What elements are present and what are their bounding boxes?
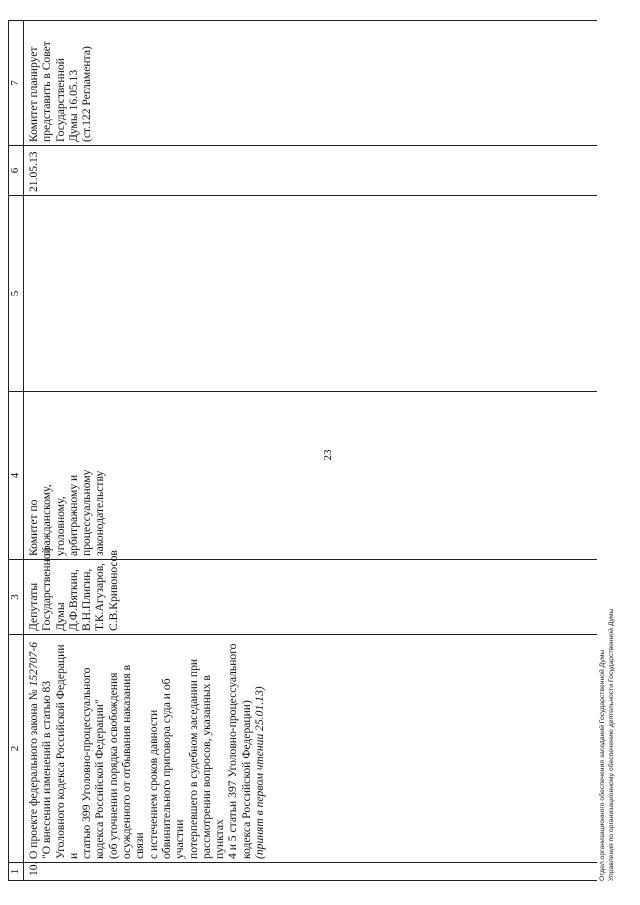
bill-line: 4 и 5 статьи 397 Уголовно-процессуального bbox=[226, 643, 240, 859]
committee-line: законодательству bbox=[93, 470, 107, 556]
bill-line: Уголовного кодекса Российской Федерации и bbox=[53, 644, 80, 859]
header-cell-4: 4 bbox=[9, 392, 24, 560]
bill-title-line: О проекте федерального закона № 152707-6 bbox=[27, 641, 40, 859]
bill-line: обвинительного приговора суда и об участии bbox=[159, 678, 187, 859]
bill-line: с истечением сроков давности bbox=[146, 709, 160, 859]
footer-line-1: Отдел организационного обеспечения заседаний Государственной Думы bbox=[599, 649, 606, 881]
table-header-row bbox=[9, 21, 24, 881]
committee-line: уголовному, bbox=[53, 496, 67, 556]
row-number: 10. bbox=[24, 863, 598, 881]
date-cell: 21.05.13 bbox=[24, 146, 598, 196]
legislation-table bbox=[8, 20, 597, 881]
author-line: Т.К.Агузаров, bbox=[93, 562, 107, 631]
header-cell-5: 5 bbox=[9, 196, 24, 392]
plan-line: представить в Совет bbox=[40, 41, 54, 142]
responsible-committee bbox=[24, 392, 598, 560]
bill-description bbox=[24, 635, 598, 863]
plan-cell bbox=[24, 21, 598, 146]
table-row bbox=[24, 21, 598, 881]
column-5-cell bbox=[24, 196, 598, 392]
header-cell-6: 6 bbox=[9, 146, 24, 196]
header-cell-1: 1 bbox=[9, 863, 24, 881]
plan-line: Думы 16.05.13 bbox=[66, 69, 80, 142]
header-cell-7: 7 bbox=[9, 21, 24, 146]
committee-line: Комитет по bbox=[27, 499, 40, 556]
footer-line-2: Управления по организационному обеспечению деятельности Государственной Думы bbox=[607, 608, 615, 881]
author-line: В.Н.Плигин, bbox=[80, 568, 94, 631]
bill-line: кодекса Российской Федерации" bbox=[93, 699, 107, 859]
header-cell-3: 3 bbox=[9, 560, 24, 635]
bill-line: потерпевшего в судебном заседании при bbox=[186, 658, 200, 859]
page-footer bbox=[599, 609, 616, 882]
author-line: Депутаты bbox=[27, 582, 40, 631]
author-line: Д.Ф.Вяткин, bbox=[66, 569, 80, 631]
author-line: Государственной bbox=[40, 547, 54, 631]
bill-first-reading-note: (принят в первом чтении 25.01.13) bbox=[253, 686, 267, 859]
bill-line: "О внесении изменений в статью 83 bbox=[40, 680, 54, 859]
rotated-page-content bbox=[8, 10, 613, 890]
committee-line: гражданскому, bbox=[40, 484, 54, 556]
author-line: Думы bbox=[53, 602, 67, 631]
bill-line: рассмотрении вопросов, указанных в пунктах bbox=[199, 675, 227, 859]
bill-authors bbox=[24, 547, 598, 635]
committee-line: процессуальному bbox=[80, 469, 94, 556]
plan-line: Государственной bbox=[53, 58, 67, 142]
bill-line: (об уточнении порядка освобождения bbox=[106, 672, 120, 859]
bill-line: кодекса Российской Федерации) bbox=[239, 700, 253, 859]
bill-line: осужденного от отбывания наказания в связи bbox=[120, 664, 147, 859]
author-line: С.В.Кривоносов bbox=[106, 550, 120, 631]
plan-line: (ст.122 Регламента) bbox=[80, 46, 94, 142]
header-cell-2: 2 bbox=[9, 635, 24, 863]
committee-line: арбитражному и bbox=[66, 474, 80, 556]
plan-line: Комитет планирует bbox=[27, 46, 40, 142]
bill-line: статью 399 Уголовно-процессуального bbox=[80, 667, 94, 859]
bill-number: 152707-6 bbox=[27, 641, 40, 687]
page-number: 23 bbox=[322, 449, 334, 461]
